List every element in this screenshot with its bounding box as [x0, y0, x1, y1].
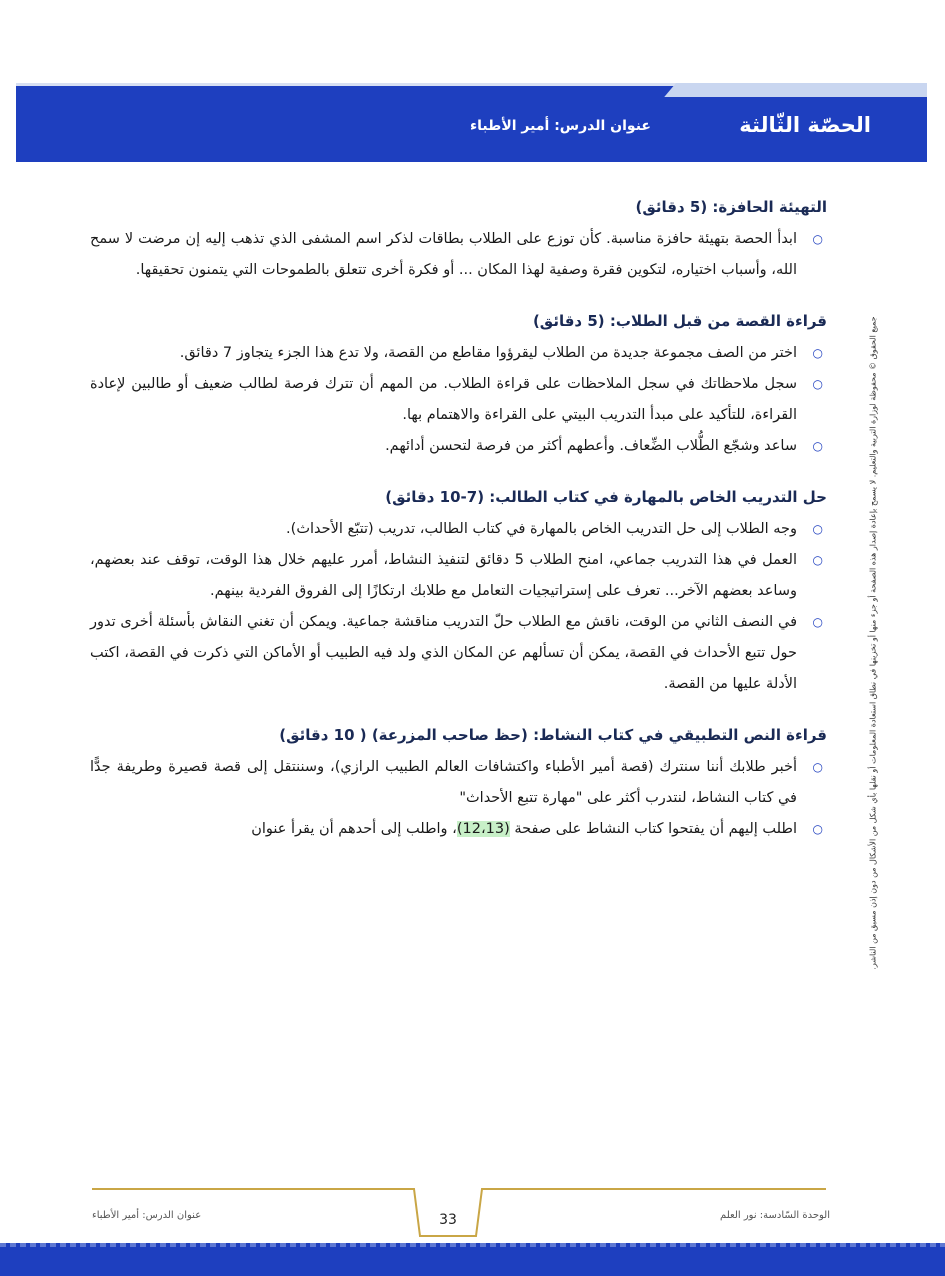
section-heading [90, 724, 827, 746]
bullet-circle-icon: ○ [812, 822, 823, 836]
footer-rule-left [92, 1188, 410, 1190]
bullet-circle-icon: ○ [812, 760, 823, 774]
page-reference-highlight: (12،13) [456, 821, 510, 837]
lesson-content [90, 196, 827, 845]
list-item-text: أخبر طلابك أننا سنترك (قصة أمير الأطباء واكتشافات العالم الطبيب الرازي)، وسننتقل إلى قصة قصيرة وطريفة جدًّا في كتاب النشاط، لنتدرب أكثر على "مهارة تتبع الأحداث" [90, 759, 797, 806]
section-duration: (حظ صاحب المزرعة) ( 10 دقائق) [279, 726, 528, 744]
bullet-circle-icon: ○ [812, 346, 823, 360]
section-reading [90, 310, 827, 462]
bullet-circle-icon: ○ [812, 439, 823, 453]
list-item-text: اطلب إليهم أن يفتحوا كتاب النشاط على صفحة [509, 821, 797, 837]
list-item-text: سجل ملاحظاتك في سجل الملاحظات على قراءة الطلاب. من المهم أن تترك فرصة لطالب ضعيف أو طالبين لإعادة القراءة، للتأكيد على مبدأ التدريب البيتي على القراءة والاهتمام بها. [90, 376, 797, 423]
list-item-text: العمل في هذا التدريب جماعي، امنح الطلاب 5 دقائق لتنفيذ النشاط، أمرر عليهم خلال هذا الوقت، توقف عند بعضهم، وساعد بعضهم الآخر... تعرف على إستراتيجيات التعامل مع طلابك ارتكازًا إلى الفروق الفردية بينهم. [90, 552, 797, 599]
copyright-note [867, 288, 879, 998]
section-applied-text [90, 724, 827, 845]
header-top-line [16, 83, 686, 86]
list-item [90, 514, 827, 545]
bullet-circle-icon: ○ [812, 615, 823, 629]
list-item-text: اختر من الصف مجموعة جديدة من الطلاب ليقرؤوا مقاطع من القصة، ولا تدع هذا الجزء يتجاوز 7 دقائق. [179, 345, 797, 361]
section-heading [90, 196, 827, 218]
footer-lesson: عنوان الدرس: أمير الأطباء [92, 1210, 202, 1221]
list-item [90, 607, 827, 700]
section-duration: (5 دقائق) [635, 198, 708, 216]
list-item-text: ابدأ الحصة بتهيئة حافزة مناسبة. كأن توزع على الطلاب بطاقات لذكر اسم المشفى الذي تذهب إليه إن مرضت لا سمح الله، وأسباب اختياره، لتكوين فقرة وصفية لهذا المكان ... أو فكرة أخرى تتعلق بالطموحات التي يتمنون تحقيقها. [90, 231, 797, 278]
bullet-list [90, 514, 827, 700]
list-item-text: وجه الطلاب إلى حل التدريب الخاص بالمهارة في كتاب الطالب، تدريب (تتبّع الأحداث). [286, 521, 797, 537]
bullet-list [90, 338, 827, 462]
list-item-text: في النصف الثاني من الوقت، ناقش مع الطلاب حلّ التدريب مناقشة جماعية. ويمكن أن تغني النقاش بأسئلة أخرى تدور حول تتبع الأحداث في القصة، يمكن أن تسألهم عن المكان الذي ولد فيه الطبيب أو الأماكن التي ذكرت في القصة، اكتب الأدلة عليها من القصة. [90, 614, 797, 692]
footer-rule-right [486, 1188, 826, 1190]
section-heading-text: التهيئة الحافزة: [712, 198, 827, 216]
bullet-circle-icon: ○ [812, 377, 823, 391]
footer-band-pattern [0, 1243, 945, 1247]
section-skill-exercise [90, 486, 827, 700]
footer-unit: الوحدة السّادسة: نور العلم [720, 1210, 830, 1221]
lesson-header [16, 83, 927, 162]
bullet-list [90, 224, 827, 286]
bullet-list [90, 752, 827, 845]
list-item [90, 814, 827, 845]
header-accent-band [664, 83, 927, 97]
list-item [90, 369, 827, 431]
list-item-text: ، واطلب إلى أحدهم أن يقرأ عنوان [251, 821, 457, 837]
list-item [90, 224, 827, 286]
section-heading [90, 486, 827, 508]
section-heading [90, 310, 827, 332]
list-item [90, 338, 827, 369]
section-duration: (7-10 دقائق) [385, 488, 485, 506]
section-heading-text: حل التدريب الخاص بالمهارة في كتاب الطالب: [489, 488, 827, 506]
page-number: 33 [439, 1212, 457, 1228]
section-heading-text: قراءة القصة من قبل الطلاب: [609, 312, 827, 330]
bullet-circle-icon: ○ [812, 522, 823, 536]
section-warmup [90, 196, 827, 286]
bullet-circle-icon: ○ [812, 232, 823, 246]
list-item [90, 545, 827, 607]
list-item [90, 752, 827, 814]
bullet-circle-icon: ○ [812, 553, 823, 567]
lesson-name: عنوان الدرس: أمير الأطباء [470, 118, 651, 134]
footer-band [0, 1243, 945, 1276]
list-item [90, 431, 827, 462]
section-duration: (5 دقائق) [532, 312, 605, 330]
section-heading-text: قراءة النص التطبيقي في كتاب النشاط: [533, 726, 827, 744]
session-title: الحصّة الثّالثة [739, 113, 871, 137]
list-item-text: ساعد وشجّع الطُّلاب الضِّعاف. وأعطهم أكثر من فرصة لتحسن أدائهم. [385, 438, 797, 454]
copyright-text: جميع الحقوق © محفوظة لوزارة التربية والتعليم. لا يسمح بإعادة إصدار هذه الصفحة أو جزء منها أو تخزينها في نطاق استعادة المعلومات أو نقلها بأي شكل من الأشكال من دون إذن مسبق من الناشر. [868, 316, 878, 970]
